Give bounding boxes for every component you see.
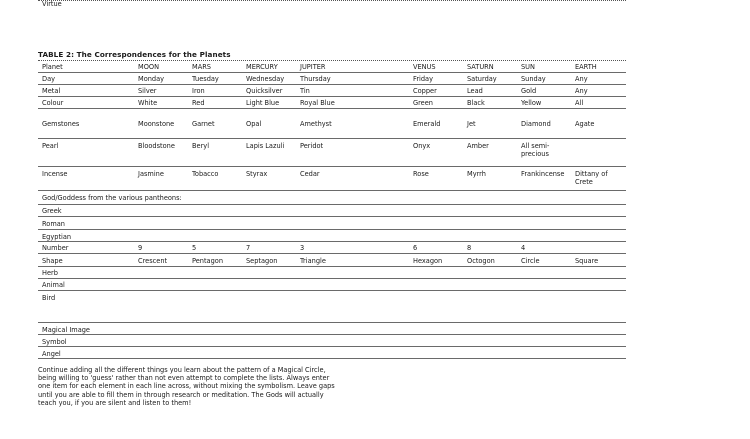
table-cell: Copper [413,87,437,95]
row-rule [38,241,626,242]
row-label: Egyptian [42,233,72,241]
table-cell: Crescent [138,257,168,265]
column-header: SATURN [467,63,494,71]
row-label: Colour [42,99,64,107]
row-label: Roman [42,220,65,228]
column-header: MERCURY [246,63,278,71]
row-rule [38,138,626,139]
table-cell: Frankincense [521,170,565,178]
table-cell: Peridot [300,142,324,150]
table-cell: Bloodstone [138,142,175,150]
table-cell: Jet [467,120,476,128]
column-header: VENUS [413,63,436,71]
table-top-rule [38,60,626,61]
table-cell: Tobacco [192,170,219,178]
column-header: SUN [521,63,535,71]
row-rule [38,96,626,97]
table-cell: 8 [467,244,472,252]
row-label: Magical Image [42,326,90,334]
row-rule [38,334,626,335]
column-header: Planet [42,63,63,71]
table-cell: Moonstone [138,120,175,128]
table-cell: Friday [413,75,433,83]
table-cell: Agate [575,120,595,128]
table-cell: Dittany of Crete [575,170,608,186]
table-cell: Styrax [246,170,268,178]
column-header: EARTH [575,63,597,71]
row-label: Pearl [42,142,59,150]
table-cell: Saturday [467,75,497,83]
column-header: MOON [138,63,160,71]
header-rule [38,72,626,73]
table-cell: Opal [246,120,262,128]
table-cell: Diamond [521,120,551,128]
table-cell: Emerald [413,120,441,128]
row-rule [38,204,626,205]
row-label: Number [42,244,69,252]
table-cell: Thursday [300,75,331,83]
row-rule [38,358,626,359]
table-cell: Jasmine [138,170,164,178]
table-cell: Any [575,75,588,83]
row-rule [38,290,626,291]
row-rule [38,0,626,1]
table-cell: 6 [413,244,418,252]
table-cell: Any [575,87,588,95]
row-rule [38,346,626,347]
footnote-paragraph: Continue adding all the different things you learn about the pattern of a Magical Circle, being willing to 'guess' rather than not even attempt to complete the lists. Always enter one item for each element in each line across, without mixing the symbolism. Leave gaps until you are able to fill them in through research or meditation. The Gods will actually teach you, if you are silent and listen to them! [38,366,335,407]
row-rule [38,108,626,109]
table-cell: All [575,99,584,107]
table-cell: 7 [246,244,251,252]
table-cell: Square [575,257,599,265]
table-cell: Tuesday [192,75,219,83]
table-cell: 4 [521,244,526,252]
table-cell: 9 [138,244,143,252]
table-cell: Lead [467,87,483,95]
column-header: JUPITER [300,63,326,71]
table-cell: Garnet [192,120,215,128]
table-cell: Triangle [300,257,326,265]
table-cell: White [138,99,158,107]
row-label: Shape [42,257,63,265]
row-label: Day [42,75,56,83]
table-cell: Beryl [192,142,210,150]
row-rule [38,322,626,323]
row-label: Symbol [42,338,67,346]
row-rule [38,278,626,279]
row-rule [38,190,626,191]
table-cell: Amber [467,142,489,150]
table-cell: Quicksilver [246,87,283,95]
row-label: Metal [42,87,61,95]
row-label: God/Goddess from the various pantheons: [42,194,182,202]
row-label: Bird [42,294,56,302]
table-cell: Lapis Lazuli [246,142,285,150]
row-rule [38,216,626,217]
table-cell: Hexagon [413,257,443,265]
row-rule [38,84,626,85]
table-cell: All semi-precious [521,142,550,158]
row-label: Incense [42,170,68,178]
table-cell: Septagon [246,257,278,265]
table-cell: Onyx [413,142,431,150]
table-cell: Cedar [300,170,320,178]
row-label: Gemstones [42,120,80,128]
table-cell: Silver [138,87,157,95]
table-cell: Wednesday [246,75,285,83]
table-cell: 5 [192,244,197,252]
table-cell: Gold [521,87,537,95]
table-cell: Rose [413,170,429,178]
row-label: Greek [42,207,62,215]
row-label: Virtue [42,0,62,8]
table-cell: Iron [192,87,205,95]
table-cell: Yellow [521,99,542,107]
table-cell: Royal Blue [300,99,335,107]
table-cell: Circle [521,257,540,265]
row-rule [38,229,626,230]
table-cell: Black [467,99,485,107]
row-rule [38,166,626,167]
column-header: MARS [192,63,211,71]
table-cell: Sunday [521,75,546,83]
row-label: Animal [42,281,65,289]
row-rule [38,253,626,254]
table-cell: Tin [300,87,310,95]
row-label: Angel [42,350,61,358]
table-cell: Amethyst [300,120,332,128]
row-rule [38,266,626,267]
table-cell: Monday [138,75,165,83]
row-label: Herb [42,269,58,277]
table-cell: Pentagon [192,257,224,265]
table-cell: Light Blue [246,99,280,107]
table-cell: Red [192,99,205,107]
table-cell: Green [413,99,433,107]
table-title: TABLE 2: The Correspondences for the Planets [38,50,231,59]
table-cell: 3 [300,244,305,252]
table-cell: Octogon [467,257,495,265]
table-cell: Myrrh [467,170,486,178]
